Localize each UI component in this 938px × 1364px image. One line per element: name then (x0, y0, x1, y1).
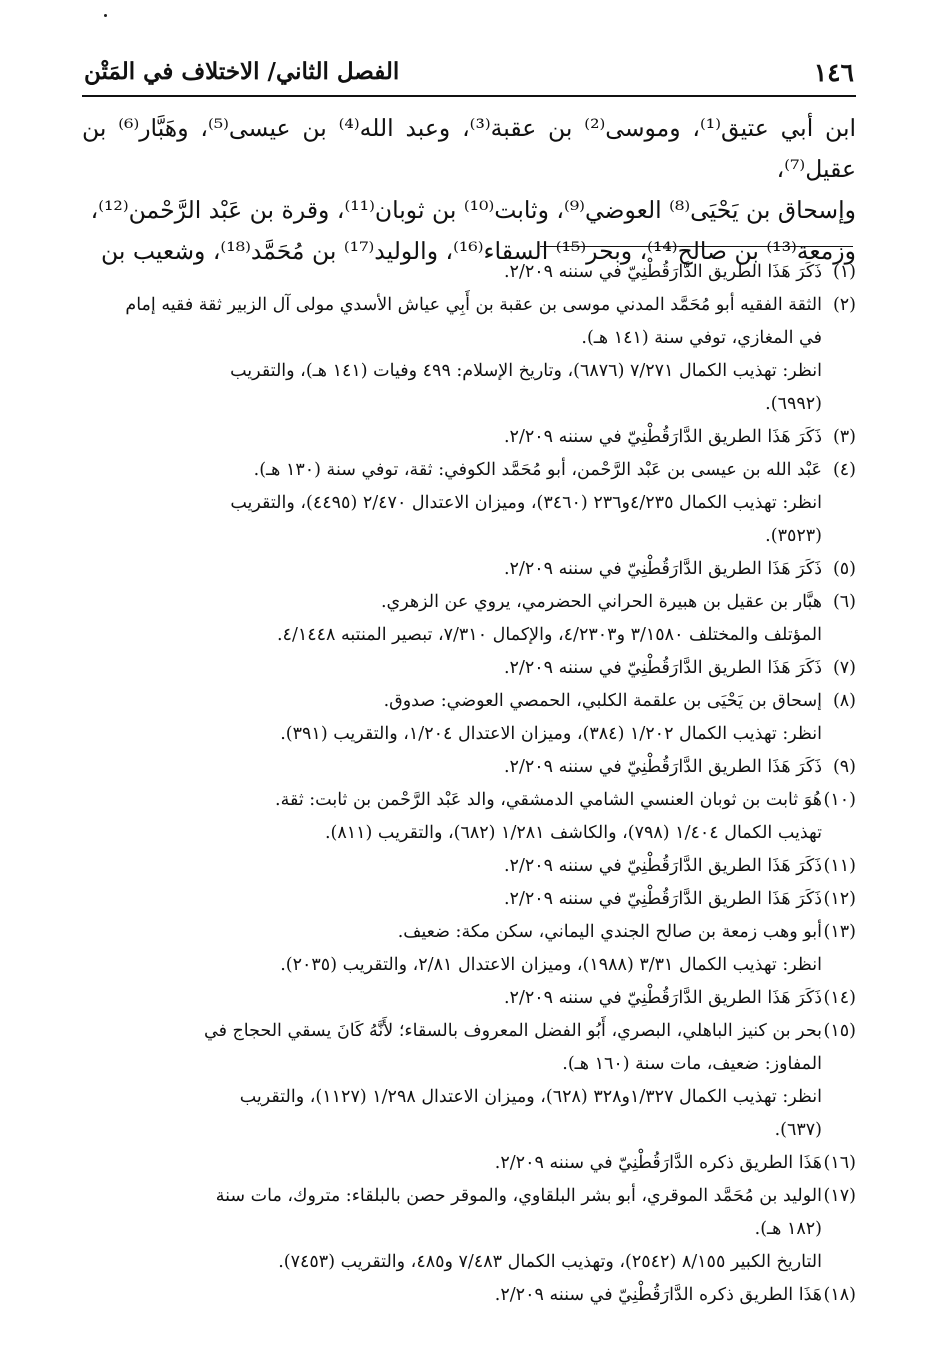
footnote-first-line (82, 916, 856, 949)
footnote-text: إسحاق بن يَحْيَى بن علقمة الكلبي، الحمصي العوضي: صدوق. (383, 691, 822, 711)
footnote-first-line (82, 256, 856, 289)
footnote-continuation: التاريخ الكبير ٨/١٥٥ (٢٥٤٢)، وتهذيب الكمال ٧/٤٨٣ و٤٨٥، والتقريب (٧٤٥٣). (278, 1252, 822, 1272)
footnote-continuation: (٣٥٢٣). (765, 526, 822, 546)
footnote-number: (٢) (832, 295, 856, 315)
footnote-continuation: انظر: تهذيب الكمال ٣/٣١ (١٩٨٨)، وميزان الاعتدال ٢/٨١، والتقريب (٢٠٣٥). (280, 955, 822, 975)
footnote-number: (١٥) (823, 1021, 856, 1041)
footnote-item (82, 883, 856, 916)
footnote-item (82, 1147, 856, 1180)
footnote-first-line (82, 1015, 856, 1048)
footnote-first-line (82, 553, 856, 586)
footnote-first-line (82, 751, 856, 784)
footnote-item (82, 553, 856, 586)
footnote-first-line (82, 982, 856, 1015)
footnote-continuation: (٦٣٧). (774, 1120, 822, 1140)
footnote-number: (١١) (823, 856, 856, 876)
footnote-number: (١٧) (823, 1186, 856, 1206)
footnote-text: ذَكَرَ هَذَا الطريق الدَّارَقُطْنِيّ في سننه ٢/٢٠٩. (503, 559, 822, 579)
footnote-number: (٧) (832, 658, 856, 678)
footnote-number: (١٨) (823, 1285, 856, 1305)
footnote-text: ذَكَرَ هَذَا الطريق الدَّارَقُطْنِيّ في سننه ٢/٢٠٩. (503, 988, 822, 1008)
footnote-number: (٣) (832, 427, 856, 447)
footnote-item (82, 916, 856, 982)
footnote-number: (١٢) (823, 889, 856, 909)
footnote-continuation: (٦٩٩٢). (765, 394, 822, 414)
page-header (82, 58, 856, 94)
footnote-continuation: في المغازي، توفي سنة (١٤١ هـ). (581, 328, 822, 348)
footnote-first-line (82, 1180, 856, 1213)
footnote-continuation: المؤتلف والمختلف ٣/١٥٨٠ و٤/٢٣٠٣، والإكمال ٧/٣١٠، تبصير المنتبه ٤/١٤٤٨. (276, 625, 822, 645)
footnotes-section (82, 256, 856, 1312)
footnote-number: (١٦) (823, 1153, 856, 1173)
footnote-divider (540, 246, 853, 247)
footnote-text: ذَكَرَ هَذَا الطريق الدَّارَقُطْنِيّ في سننه ٢/٢٠٩. (503, 757, 822, 777)
footnote-text: هَذَا الطريق ذكره الدَّارَقُطْنِيّ في سننه ٢/٢٠٩. (494, 1153, 822, 1173)
footnote-continuation: المفاوز: ضعيف، مات سنة (١٦٠ هـ). (562, 1054, 822, 1074)
footnote-item (82, 685, 856, 751)
footnote-text: ذَكَرَ هَذَا الطريق الدَّارَقُطْنِيّ في سننه ٢/٢٠٩. (503, 889, 822, 909)
footnote-text: ذَكَرَ هَذَا الطريق الدَّارَقُطْنِيّ في سننه ٢/٢٠٩. (503, 658, 822, 678)
main-text-line: وإسحاق بن يَحْيَى⁽⁸⁾ العوضي⁽⁹⁾، وثابت⁽¹⁰⁾ بن ثوبان⁽¹¹⁾، وقرة بن عَبْد الرَّحْمن⁽¹²⁾، (90, 196, 856, 224)
footnote-first-line (82, 586, 856, 619)
footnote-continuation: انظر: تهذيب الكمال ٧/٢٧١ (٦٨٧٦)، وتاريخ الإسلام: ٤٩٩ وفيات (١٤١ هـ)، والتقريب (230, 361, 822, 381)
footnote-item (82, 850, 856, 883)
running-title: الفصل الثاني/ الاختلاف في المَتْن (84, 58, 400, 85)
footnote-item (82, 289, 856, 421)
page-number: ١٤٦ (813, 58, 854, 87)
footnote-item (82, 256, 856, 289)
footnote-continuation: تهذيب الكمال ١/٤٠٤ (٧٩٨)، والكاشف ١/٢٨١ (٦٨٢)، والتقريب (٨١١). (324, 823, 822, 843)
footnote-item (82, 1015, 856, 1147)
footnote-number: (٩) (832, 757, 856, 777)
footnote-item (82, 652, 856, 685)
footnote-first-line (82, 1279, 856, 1312)
footnote-text: بحر بن كنيز الباهلي، البصري، أَبُو الفضل المعروف بالسقاء؛ لأَنَّهُ كَانَ يسقي الحجاج في (203, 1021, 822, 1041)
footnote-continuation: انظر: تهذيب الكمال ٤/٢٣٥و٢٣٦ (٣٤٦٠)، وميزان الاعتدال ٢/٤٧٠ (٤٤٩٥)، والتقريب (230, 493, 822, 513)
footnote-number: (٥) (832, 559, 856, 579)
footnote-first-line (82, 421, 856, 454)
header-divider (82, 95, 856, 97)
footnote-text: هَذَا الطريق ذكره الدَّارَقُطْنِيّ في سننه ٢/٢٠٩. (494, 1285, 822, 1305)
footnote-item (82, 751, 856, 784)
footnote-text: هُوَ ثابت بن ثوبان العنسي الشامي الدمشقي، والد عَبْد الرَّحْمن بن ثابت: ثقة. (275, 790, 822, 810)
footnote-number: (٨) (832, 691, 856, 711)
footnote-first-line (82, 685, 856, 718)
footnote-text: ذَكَرَ هَذَا الطريق الدَّارَقُطْنِيّ في سننه ٢/٢٠٩. (503, 856, 822, 876)
footnote-text: الوليد بن مُحَمَّد الموقري، أبو بشر البلقاوي، والموقر حصن بالبلقاء: متروك، مات سنة (215, 1186, 822, 1206)
footnote-first-line (82, 883, 856, 916)
footnote-text: ذَكَرَ هَذَا الطريق الدَّارَقُطْنِيّ في سننه ٢/٢٠٩. (503, 262, 822, 282)
footnote-number: (٦) (832, 592, 856, 612)
footnote-item (82, 454, 856, 553)
footnote-item (82, 586, 856, 652)
main-text-line: ابن أبي عتيق⁽¹⁾، وموسى⁽²⁾ بن عقبة⁽³⁾، وعبد الله⁽⁴⁾ بن عيسى⁽⁵⁾، وهَبَّار⁽⁶⁾ بن عقيل⁽⁷⁾، (82, 114, 857, 183)
footnote-number: (١٠) (823, 790, 856, 810)
footnote-continuation: انظر: تهذيب الكمال ١/٢٠٢ (٣٨٤)، وميزان الاعتدال ١/٢٠٤، والتقريب (٣٩١). (280, 724, 822, 744)
footnote-item (82, 1180, 856, 1279)
footnote-first-line (82, 850, 856, 883)
footnote-number: (١٣) (823, 922, 856, 942)
footnote-item (82, 982, 856, 1015)
footnote-number: (١) (832, 262, 856, 282)
main-text-line: وزمعة⁽¹³⁾ بن صالح⁽¹⁴⁾، وبحر⁽¹⁵⁾ السقاء⁽¹⁶⁾، والوليد⁽¹⁷⁾ بن مُحَمَّد⁽¹⁸⁾، وشعيب بن (100, 237, 856, 265)
footnote-first-line (82, 784, 856, 817)
footnote-text: عَبْد الله بن عيسى بن عَبْد الرَّحْمن، أبو مُحَمَّد الكوفي: ثقة، توفي سنة (١٣٠ هـ). (253, 460, 822, 480)
footnote-text: الثقة الفقيه أبو مُحَمَّد المدني موسى بن عقبة بن أَبِي عياش الأسدي مولى آل الزبير ثقة فقيه إمام (125, 295, 822, 315)
footnote-first-line (82, 652, 856, 685)
footnote-first-line (82, 289, 856, 322)
scan-speck (104, 14, 107, 17)
footnote-number: (٤) (832, 460, 856, 480)
footnote-item (82, 1279, 856, 1312)
footnote-first-line (82, 454, 856, 487)
footnote-number: (١٤) (823, 988, 856, 1008)
main-text (82, 108, 856, 272)
footnote-text: هبَّار بن عقيل بن هبيرة الحراني الحضرمي، يروي عن الزهري. (380, 592, 822, 612)
footnote-item (82, 784, 856, 850)
footnote-continuation: (١٨٢ هـ). (754, 1219, 822, 1239)
footnote-text: أبو وهب زمعة بن صالح الجندي اليماني، سكن مكة: ضعيف. (397, 922, 822, 942)
footnote-continuation: انظر: تهذيب الكمال ١/٣٢٧و٣٢٨ (٦٢٨)، وميزان الاعتدال ١/٢٩٨ (١١٢٧)، والتقريب (239, 1087, 822, 1107)
footnote-first-line (82, 1147, 856, 1180)
footnote-text: ذَكَرَ هَذَا الطريق الدَّارَقُطْنِيّ في سننه ٢/٢٠٩. (503, 427, 822, 447)
footnote-item (82, 421, 856, 454)
